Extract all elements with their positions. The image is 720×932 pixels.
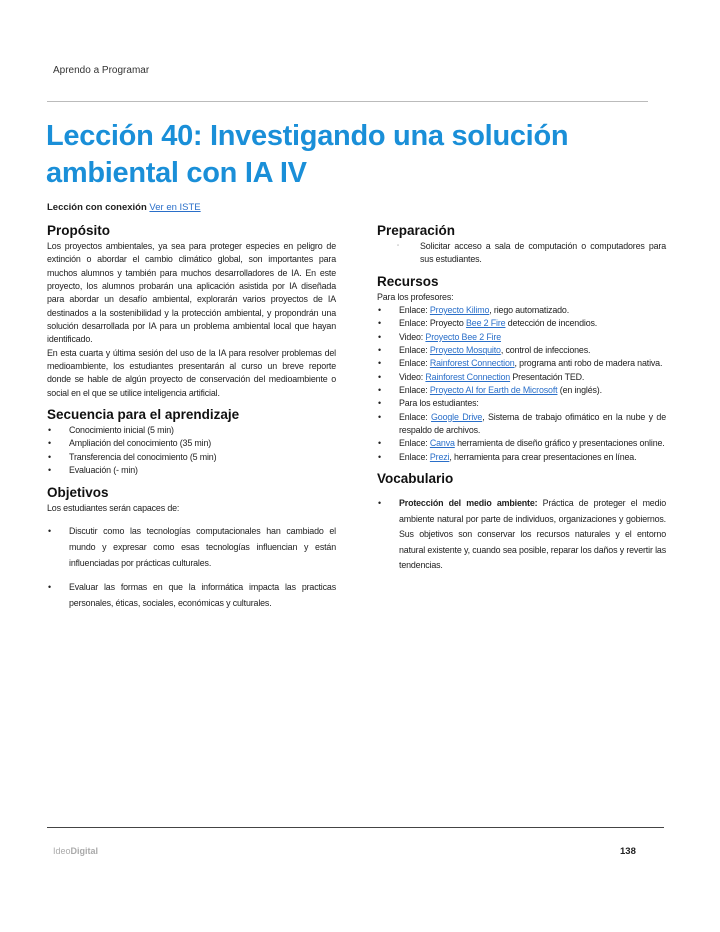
resource-link[interactable]: Proyecto Mosquito bbox=[429, 345, 501, 356]
resource-suffix: , programa anti robo de madera nativa. bbox=[514, 358, 663, 369]
iste-link[interactable]: Ver en ISTE bbox=[149, 202, 201, 213]
brand-light: Ideo bbox=[53, 846, 71, 856]
bullet-icon: • bbox=[48, 581, 51, 592]
bullet-icon: • bbox=[48, 465, 51, 476]
resource-suffix: detección de incendios. bbox=[505, 318, 598, 329]
item-text: Transferencia del conocimiento (5 min) bbox=[69, 451, 217, 462]
square-bullet-icon: ▫ bbox=[397, 243, 399, 249]
proposito-heading: Propósito bbox=[47, 223, 110, 238]
vocabulary-item bbox=[377, 496, 666, 574]
brand-bold: Digital bbox=[70, 846, 99, 856]
item-text: Conocimiento inicial (5 min) bbox=[69, 425, 174, 436]
objetivos-list bbox=[47, 523, 336, 611]
bullet-icon: • bbox=[378, 385, 381, 396]
list-item bbox=[47, 464, 336, 477]
resource-item bbox=[377, 331, 666, 344]
resource-link[interactable]: Proyecto AI for Earth de Microsoft bbox=[429, 385, 558, 396]
footer-divider bbox=[47, 827, 664, 828]
resource-prefix: Enlace: bbox=[399, 411, 432, 422]
resource-link[interactable]: Proyecto Kilimo bbox=[429, 305, 490, 316]
resource-prefix: Enlace: bbox=[399, 358, 430, 369]
page-title: Lección 40: Investigando una solución ambiental con IA IV bbox=[46, 120, 569, 189]
bullet-icon: • bbox=[378, 451, 381, 462]
item-text: Evaluación (- min) bbox=[69, 465, 138, 476]
footer-brand bbox=[53, 846, 98, 856]
bullet-icon: • bbox=[378, 498, 381, 509]
item-text: Solicitar acceso a sala de computación o computadores para sus estudiantes. bbox=[420, 241, 666, 265]
preparacion-heading: Preparación bbox=[377, 223, 456, 238]
secuencia-heading: Secuencia para el aprendizaje bbox=[47, 407, 240, 423]
resource-prefix: Video: bbox=[399, 371, 426, 382]
resource-link[interactable]: Rainforest Connection bbox=[425, 371, 511, 382]
list-item bbox=[47, 424, 336, 437]
resource-suffix: herramienta de diseño gráfico y presentaciones online. bbox=[454, 438, 665, 449]
resource-item bbox=[377, 437, 666, 450]
resource-suffix: Presentación TED. bbox=[510, 371, 585, 382]
objetivos-intro: Los estudiantes serán capaces de: bbox=[47, 502, 180, 513]
item-text: Evaluar las formas en que la informática impacta las practicas personales, éticas, sociales, económicas y culturales. bbox=[69, 581, 336, 608]
bullet-icon: • bbox=[48, 451, 51, 462]
resource-item bbox=[377, 304, 666, 317]
list-item bbox=[47, 451, 336, 464]
bullet-icon: • bbox=[378, 411, 381, 422]
list-item bbox=[47, 579, 336, 611]
preparacion-list bbox=[377, 240, 666, 267]
connection-line bbox=[47, 202, 201, 213]
resource-item bbox=[377, 357, 666, 370]
bullet-icon: • bbox=[48, 525, 51, 536]
resource-prefix: Enlace: bbox=[399, 385, 430, 396]
resource-prefix: Enlace: bbox=[399, 438, 430, 449]
right-column bbox=[377, 222, 666, 574]
resource-item bbox=[377, 411, 666, 438]
page-number: 138 bbox=[620, 846, 636, 857]
running-header: Aprendo a Programar bbox=[53, 65, 150, 76]
header-divider bbox=[47, 101, 648, 102]
resource-link[interactable]: Bee 2 Fire bbox=[466, 318, 506, 329]
bullet-icon: • bbox=[378, 371, 381, 382]
resource-item bbox=[377, 384, 666, 397]
resource-suffix: , riego automatizado. bbox=[489, 305, 570, 316]
secuencia-list bbox=[47, 424, 336, 477]
proposito-paragraph: Los proyectos ambientales, ya sea para proteger especies en peligro de extinción o abordar el cambio climático global, son importantes para muchos alumnos y también para muchos desarrolladores de IA. En este proyecto, los alumnos probarán una aplicación asistida por IA diseñada para abordar un desafío ambiental, explorarán varios proyectos de IA destinados a la sostenibilidad y la protección ambiental, y propondrán una solución desarrollada por IA para un problema ambiental local que hayan identificado. bbox=[47, 241, 336, 345]
resource-item bbox=[377, 397, 666, 410]
resource-item bbox=[377, 317, 666, 330]
resource-prefix: Enlace: Proyecto bbox=[399, 318, 467, 329]
vocabulary-term: Protección del medio ambiente: bbox=[399, 498, 538, 509]
item-text: Ampliación del conocimiento (35 min) bbox=[69, 438, 212, 449]
resource-link[interactable]: Google Drive bbox=[431, 411, 483, 422]
resource-link[interactable]: Prezi bbox=[429, 451, 450, 462]
bullet-icon: • bbox=[378, 345, 381, 356]
vocabulario-list bbox=[377, 496, 666, 574]
vocabulario-heading: Vocabulario bbox=[377, 471, 454, 487]
resource-link[interactable]: Proyecto Bee 2 Fire bbox=[425, 331, 502, 342]
list-item bbox=[377, 240, 666, 267]
recursos-intro: Para los profesores: bbox=[377, 291, 454, 302]
resource-suffix: (en inglés). bbox=[557, 385, 602, 396]
resource-prefix: Para los estudiantes: bbox=[399, 398, 479, 409]
resource-suffix: , control de infecciones. bbox=[500, 345, 591, 356]
proposito-paragraph: En esta cuarta y última sesión del uso de la IA para resolver problemas del medioambiente, los estudiantes presentarán al curso un breve reporte donde se hable de algún proyecto de conservación del medioambiente o social en el que se utilice inteligencia artificial. bbox=[47, 347, 336, 398]
recursos-heading: Recursos bbox=[377, 273, 439, 289]
resource-suffix: , herramienta para crear presentaciones en línea. bbox=[449, 451, 637, 462]
resource-item bbox=[377, 451, 666, 464]
resource-item bbox=[377, 344, 666, 357]
resource-item bbox=[377, 371, 666, 384]
resource-suffix: , Sistema de trabajo ofimático en la nube y de respaldo de archivos. bbox=[399, 411, 666, 436]
bullet-icon: • bbox=[378, 438, 381, 449]
left-column bbox=[47, 222, 336, 611]
bullet-icon: • bbox=[378, 318, 381, 329]
vocabulary-definition: Práctica de proteger el medio ambiente natural por parte de individuos, organizaciones y gobiernos. Sus objetivos son conservar los recursos naturales y el entorno natural existente y, cuando sea posible, reparar los daños y revertir las tendencias. bbox=[399, 498, 666, 571]
bullet-icon: • bbox=[48, 438, 51, 449]
item-text: Discutir como las tecnologías computacionales han cambiado el mundo y expresar como esas tecnologías influencian y están influenciadas por prácticas culturales. bbox=[69, 525, 336, 568]
recursos-list bbox=[377, 304, 666, 464]
bullet-icon: • bbox=[378, 331, 381, 342]
resource-link[interactable]: Rainforest Connection bbox=[429, 358, 515, 369]
bullet-icon: • bbox=[378, 358, 381, 369]
bullet-icon: • bbox=[48, 425, 51, 436]
bullet-icon: • bbox=[378, 305, 381, 316]
resource-prefix: Enlace: bbox=[399, 451, 430, 462]
list-item bbox=[47, 437, 336, 450]
bullet-icon: • bbox=[378, 398, 381, 409]
connection-label: Lección con conexión bbox=[47, 202, 147, 213]
resource-link[interactable]: Canva bbox=[429, 438, 455, 449]
list-item bbox=[47, 523, 336, 571]
resource-prefix: Enlace: bbox=[399, 305, 430, 316]
resource-prefix: Video: bbox=[399, 331, 426, 342]
objetivos-heading: Objetivos bbox=[47, 484, 109, 500]
resource-prefix: Enlace: bbox=[399, 345, 430, 356]
